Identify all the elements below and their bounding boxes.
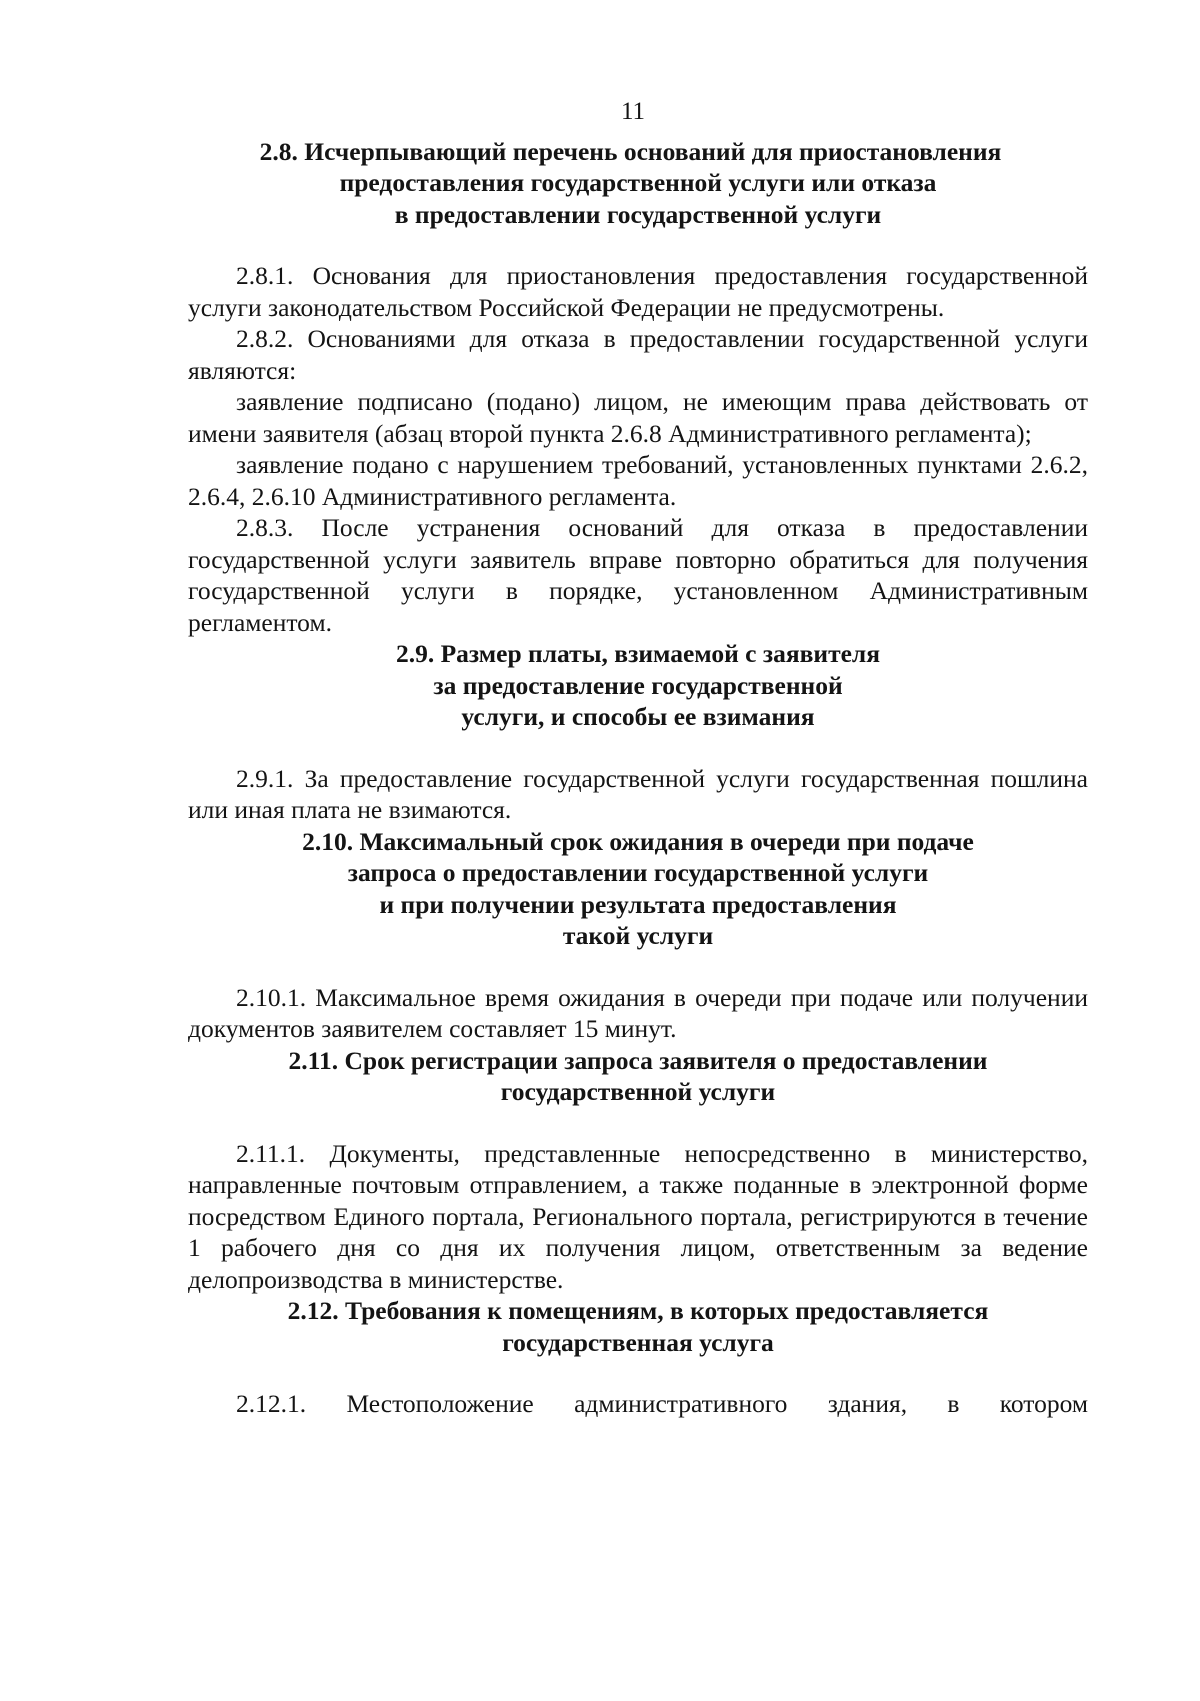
heading-line: государственной услуги [500, 1077, 776, 1106]
heading-line: 2.9. Размер платы, взимаемой с заявителя [395, 639, 881, 668]
section-body-2-12 [188, 1388, 1088, 1420]
section-body-2-9 [188, 763, 1088, 826]
heading-line: и при получении результата предоставления [379, 889, 897, 919]
section-body-2-10 [188, 982, 1088, 1045]
heading-line: предоставления государственной услуги или отказа [339, 168, 937, 197]
paragraph-2-8-1: 2.8.1. Основания для приостановления предоставления государственной услуги законодательством Российской Федерации не предусмотрены. [188, 261, 1088, 322]
document-page [188, 96, 1088, 1420]
paragraph-refusal-reason-2: заявление подано с нарушением требований, установленных пунктами 2.6.2, 2.6.4, 2.6.10 Административного регламента. [188, 450, 1088, 511]
paragraph-2-9-1: 2.9.1. За предоставление государственной услуги государственная пошлина или иная плата не взимаются. [188, 763, 1088, 824]
section-heading-2-10 [188, 826, 1088, 952]
paragraph-refusal-reason-1: заявление подписано (подано) лицом, не имеющим права действовать от имени заявителя (абзац второй пункта 2.6.8 Административного регламента); [188, 387, 1088, 448]
heading-line: такой услуги [562, 921, 714, 950]
paragraph-2-10-1: 2.10.1. Максимальное время ожидания в очереди при подаче или получении документов заявителем составляет 15 минут. [188, 982, 1088, 1043]
section-heading-2-9 [188, 638, 1088, 733]
heading-line: 2.11. Срок регистрации запроса заявителя о предоставлении [288, 1045, 988, 1075]
section-heading-2-11 [188, 1045, 1088, 1108]
heading-line: запроса о предоставлении государственной услуги [347, 858, 929, 887]
paragraph-2-11-1: 2.11.1. Документы, представленные непосредственно в министерство, направленные почтовым отправлением, а также поданные в электронной форме посредством Единого портала, Регионального портала, регистрируются в течение 1 рабочего дня со дня их получения лицом, ответственным за ведение делопроизводства в министерстве. [188, 1138, 1088, 1294]
section-body-2-8 [188, 260, 1088, 638]
section-heading-2-8 [188, 136, 1088, 231]
heading-line: в предоставлении государственной услуги [394, 199, 882, 229]
heading-line: 2.10. Максимальный срок ожидания в очереди при подаче [302, 826, 974, 856]
heading-line: услуги, и способы ее взимания [461, 702, 815, 731]
paragraph-2-12-1: 2.12.1. Местоположение административного здания, в котором [236, 1389, 1088, 1418]
heading-line: государственная услуга [502, 1327, 774, 1357]
heading-line: 2.8. Исчерпывающий перечень оснований для приостановления [259, 136, 1002, 166]
section-heading-2-12 [188, 1295, 1088, 1358]
paragraph-2-8-2: 2.8.2. Основаниями для отказа в предоставлении государственной услуги являются: [188, 324, 1088, 385]
paragraph-2-8-3: 2.8.3. После устранения оснований для отказа в предоставлении государственной услуги заявитель вправе повторно обратиться для получения государственной услуги в порядке, установленном Административным регламентом. [188, 513, 1088, 637]
heading-line: 2.12. Требования к помещениям, в которых предоставляется [287, 1296, 989, 1325]
section-body-2-11 [188, 1138, 1088, 1296]
heading-line: за предоставление государственной [433, 670, 843, 700]
page-number: 11 [620, 98, 646, 125]
